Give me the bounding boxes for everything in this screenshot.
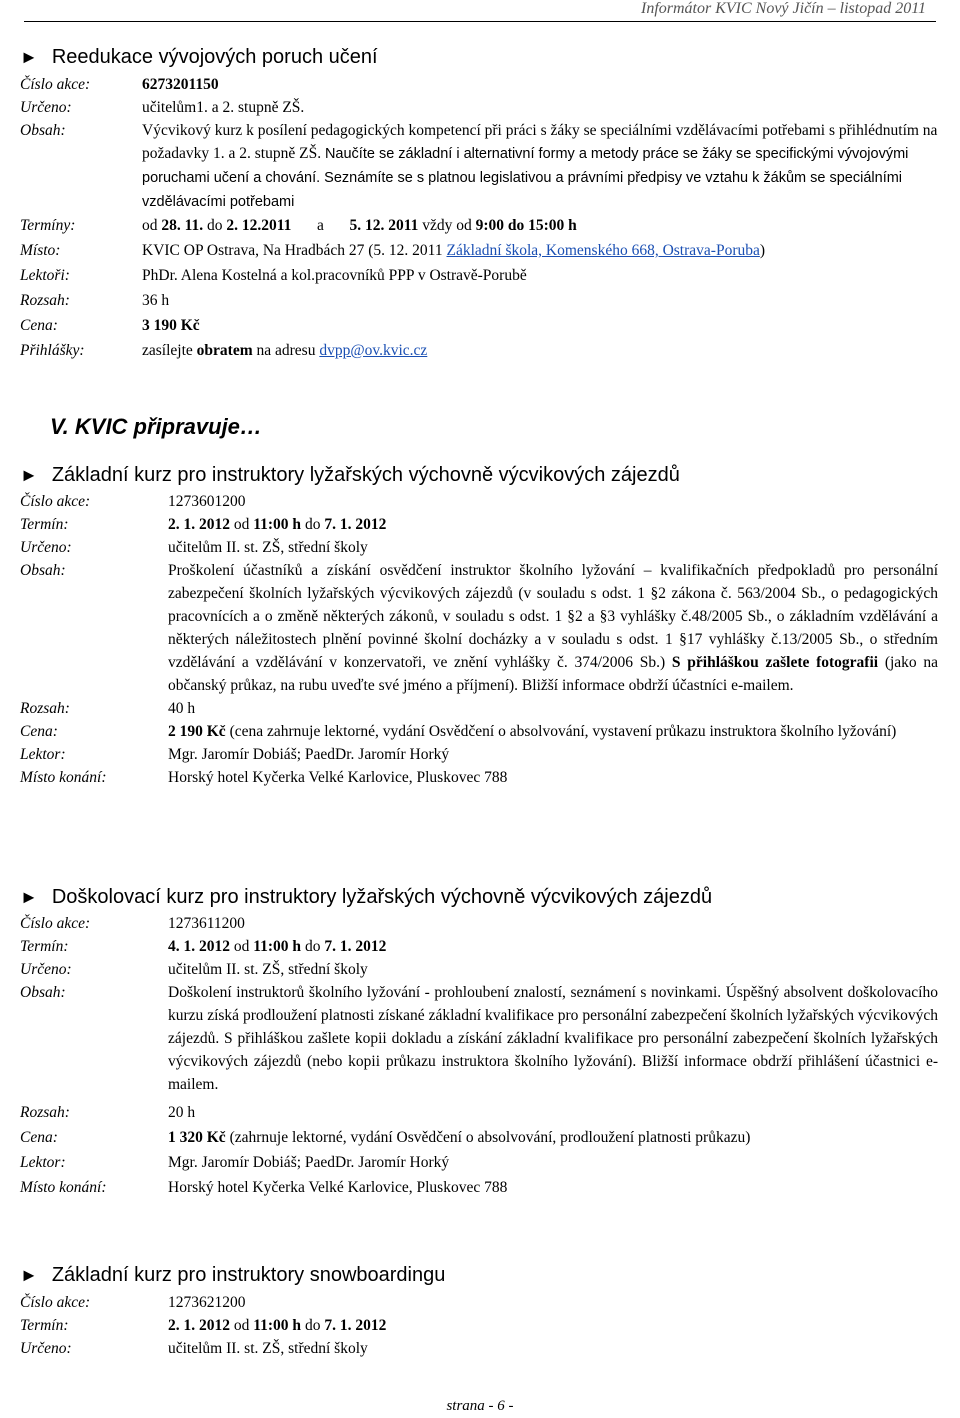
course-title: ► Základní kurz pro instruktory lyžařských výchovně výcvikových zájezdů bbox=[20, 464, 680, 486]
field-prihlasky: Přihlášky: zasílejte obratem na adresu dvpp@ov.kvic.cz bbox=[20, 342, 428, 359]
field-termin: Termín: 2. 1. 2012 od 11:00 h do 7. 1. 2012 bbox=[20, 1317, 387, 1334]
field-lektori: Lektoři: PhDr. Alena Kostelná a kol.pracovníků PPP v Ostravě-Porubě bbox=[20, 267, 527, 284]
field-rozsah: Rozsah: 36 h bbox=[20, 292, 170, 309]
field-cislo: Číslo akce: 1273611200 bbox=[20, 915, 245, 932]
field-termin: Termín: 2. 1. 2012 od 11:00 h do 7. 1. 2012 bbox=[20, 516, 387, 533]
field-urceno: Určeno: učitelům II. st. ZŠ, střední školy bbox=[20, 961, 368, 978]
course-title: ► Doškolovací kurz pro instruktory lyžařských výchovně výcvikových zájezdů bbox=[20, 886, 713, 908]
field-obsah: Obsah: Doškolení instruktorů školního lyžování - prohloubení znalostí, seznámení s novinkami. Úspěšný absolvent doškolovacího kurzu získá prodloužení platnosti získané základní kvalifikace pro personální zabezpečení školních lyžařských výcvikových zájezdů. S přihláškou zašlete kopii dokladu a získání základní kvalifikace pro personální zabezpečení školních lyžařských výcvikových zájezdů (nebo kopii průkazu instruktora školního lyžování). Bližší informace obdrží přihlášení účastnici e-mailem. bbox=[20, 984, 938, 1093]
field-misto: Místo konání: Horský hotel Kyčerka Velké Karlovice, Pluskovec 788 bbox=[20, 769, 508, 786]
header-rule bbox=[24, 21, 936, 22]
course-reedukace bbox=[20, 44, 938, 362]
field-cena: Cena: 1 320 Kč (zahrnuje lektorné, vydání Osvědčení o absolvování, prodloužení platnosti průkazu) bbox=[20, 1129, 751, 1146]
arrow-right-icon: ► bbox=[20, 465, 38, 485]
field-misto: Místo konání: Horský hotel Kyčerka Velké Karlovice, Pluskovec 788 bbox=[20, 1179, 508, 1196]
field-cislo: Číslo akce: 1273621200 bbox=[20, 1294, 246, 1311]
venue-link[interactable]: Základní škola, Komenského 668, Ostrava-Poruba bbox=[446, 242, 760, 259]
field-obsah: Obsah: Proškolení účastníků a získání osvědčení instruktor školního lyžování – kvalifikačních předpokladů pro personální zabezpečení školních lyžařských výcvikových zájezdů (v souladu s odst. 1 §2 zákona č. 563/2004 Sb., o pedagogických pracovnících a o změně některých zákonů, v souladu s odst. 1 §2 a §3 vyhlášky č.48/2005 Sb., o základním vzdělávání a některých náležitostech plnění povinné školní docházky a v souladu s odst. 1 §17 vyhlášky č.13/2005 Sb., o středním vzdělávání a vzdělávání v konzervatoři, ve znění vyhlášky č. 374/2006 Sb.) S přihláškou zašlete fotografii (jako na občanský průkaz, na rubu uveďte své jméno a příjmení). Bližší informace obdrží účastníci e-mailem. bbox=[20, 562, 939, 694]
field-cislo: Číslo akce: 1273601200 bbox=[20, 493, 246, 510]
field-cena: Cena: 3 190 Kč bbox=[20, 317, 200, 334]
field-rozsah: Rozsah: 20 h bbox=[20, 1104, 196, 1121]
field-urceno: Určeno: učitelům1. a 2. stupně ZŠ. bbox=[20, 99, 305, 116]
field-obsah: Obsah: Výcvikový kurz k posílení pedagogických kompetencí při práci s žáky se speciálními vzdělávacími potřebami s přihlédnutím na požadavky 1. a 2. stupně ZŠ. Naučíte se základní i alternativní formy a metody práce se žáky se specifickými vývojovými poruchami učení a chování. Seznámíte se s platnou legislativou a právními předpisy ve vztahu k žákům se speciálními vzdělávacími potřebami bbox=[20, 122, 938, 210]
arrow-right-icon: ► bbox=[20, 1265, 38, 1285]
arrow-right-icon: ► bbox=[20, 47, 38, 67]
course-title: ► Základní kurz pro instruktory snowboardingu bbox=[20, 1264, 446, 1286]
page-header: Informátor KVIC Nový Jičín – listopad 2011 bbox=[640, 0, 926, 17]
section-heading: V. KVIC připravuje… bbox=[50, 414, 262, 439]
field-urceno: Určeno: učitelům II. st. ZŠ, střední školy bbox=[20, 539, 368, 556]
field-misto: Místo: KVIC OP Ostrava, Na Hradbách 27 (5. 12. 2011 Základní škola, Komenského 668, Ostrava-Poruba) bbox=[20, 242, 766, 259]
arrow-right-icon: ► bbox=[20, 887, 38, 907]
field-cena: Cena: 2 190 Kč (cena zahrnuje lektorné, vydání Osvědčení o absolvování, vystavení průkazu instruktora školního lyžování) bbox=[20, 723, 897, 740]
course-snowboarding bbox=[20, 1262, 938, 1360]
field-rozsah: Rozsah: 40 h bbox=[20, 700, 196, 717]
field-termin: Termín: 4. 1. 2012 od 11:00 h do 7. 1. 2012 bbox=[20, 938, 387, 955]
field-cislo: Číslo akce: 6273201150 bbox=[20, 76, 219, 93]
email-link[interactable]: dvpp@ov.kvic.cz bbox=[319, 342, 428, 359]
course-doskolovaci-lyzovani bbox=[20, 884, 938, 1199]
course-zakladni-lyzovani bbox=[20, 462, 938, 789]
course-title: ► Reedukace vývojových poruch učení bbox=[20, 46, 378, 68]
field-lektor: Lektor: Mgr. Jaromír Dobiáš; PaedDr. Jaromír Horký bbox=[20, 1154, 450, 1171]
field-terminy: Termíny: od 28. 11. do 2. 12.2011 a 5. 12. 2011 vždy od 9:00 do 15:00 h bbox=[20, 217, 577, 234]
field-urceno: Určeno: učitelům II. st. ZŠ, střední školy bbox=[20, 1340, 368, 1357]
field-lektor: Lektor: Mgr. Jaromír Dobiáš; PaedDr. Jaromír Horký bbox=[20, 746, 450, 763]
page-number: strana - 6 - bbox=[446, 1398, 514, 1414]
